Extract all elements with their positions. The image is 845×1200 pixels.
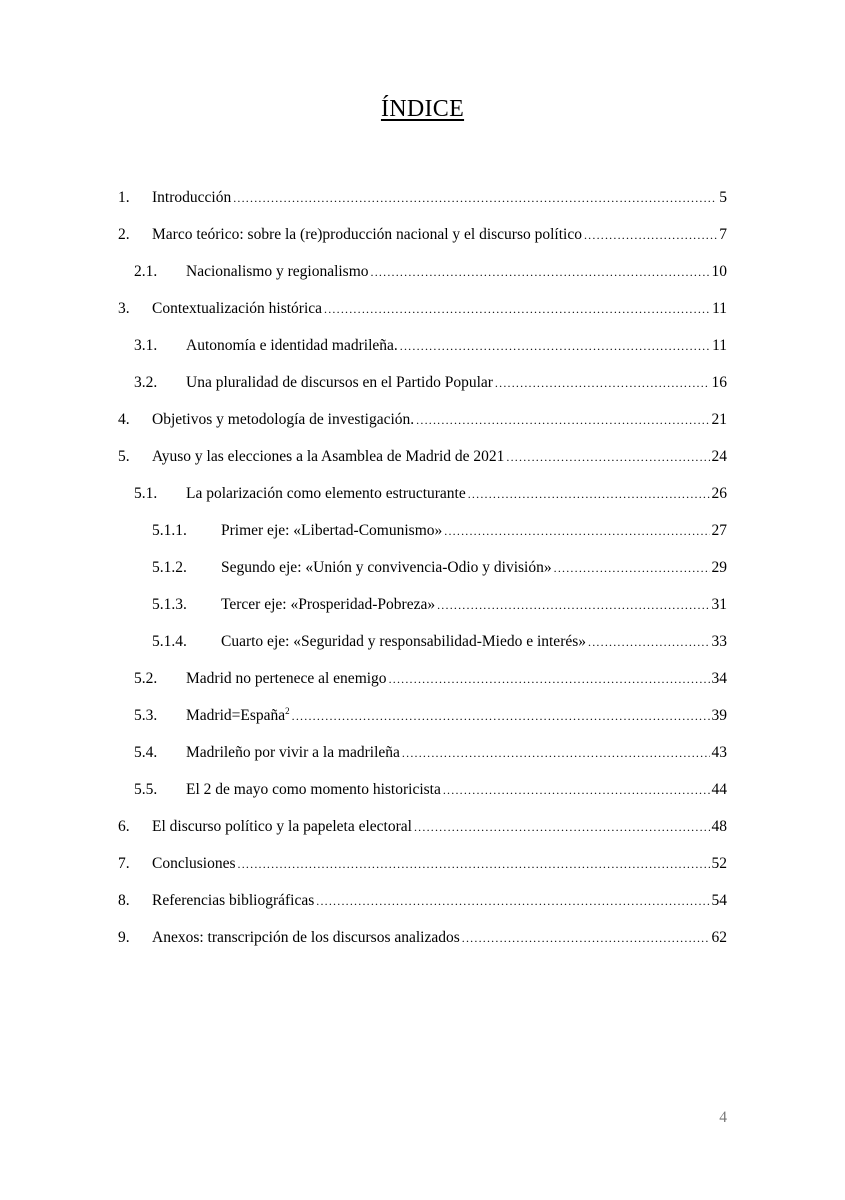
dot-leader bbox=[292, 704, 710, 728]
toc-entry-6[interactable] bbox=[0, 815, 727, 839]
toc-entry-3-2[interactable] bbox=[0, 371, 727, 395]
dot-leader bbox=[437, 593, 709, 617]
toc-entry-page: 44 bbox=[711, 781, 727, 798]
toc-entry-number: 5.3. bbox=[134, 707, 158, 724]
toc-entry-8[interactable] bbox=[0, 889, 727, 913]
toc-entry-page: 29 bbox=[711, 559, 727, 576]
toc-entry-title: Conclusiones bbox=[152, 855, 236, 872]
toc-entry-number: 3. bbox=[118, 300, 130, 317]
toc-entry-title: El 2 de mayo como momento historicista bbox=[186, 781, 441, 798]
toc-entry-number: 3.1. bbox=[134, 337, 158, 354]
toc-entry-page: 10 bbox=[711, 263, 727, 280]
toc-entry-number: 5.1.4. bbox=[152, 633, 187, 650]
toc-entry-number: 3.2. bbox=[134, 374, 158, 391]
dot-leader bbox=[584, 223, 717, 247]
dot-leader bbox=[443, 778, 710, 802]
dot-leader bbox=[444, 519, 709, 543]
dot-leader bbox=[588, 630, 709, 654]
toc-entry-title: Ayuso y las elecciones a la Asamblea de Madrid de 2021 bbox=[152, 448, 505, 465]
toc-entry-5-1[interactable] bbox=[0, 482, 727, 506]
dot-leader bbox=[468, 482, 710, 506]
toc-entry-page: 62 bbox=[711, 929, 727, 946]
toc-entry-page: 48 bbox=[711, 818, 727, 835]
toc-entry-number: 1. bbox=[118, 189, 130, 206]
dot-leader bbox=[495, 371, 710, 395]
toc-entry-3[interactable] bbox=[0, 297, 727, 321]
toc-entry-number: 5.5. bbox=[134, 781, 158, 798]
toc-entry-title: Nacionalismo y regionalismo bbox=[186, 263, 369, 280]
toc-entry-title bbox=[186, 704, 290, 728]
toc-entry-title: Autonomía e identidad madrileña. bbox=[186, 337, 398, 354]
toc-entry-page: 34 bbox=[711, 670, 727, 687]
toc-entry-5-1-2[interactable] bbox=[0, 556, 727, 580]
toc-entry-5-3[interactable] bbox=[0, 704, 727, 728]
toc-entry-number: 4. bbox=[118, 411, 130, 428]
toc-entry-page: 26 bbox=[711, 485, 727, 502]
toc-entry-page: 21 bbox=[711, 411, 727, 428]
toc-entry-5[interactable] bbox=[0, 445, 727, 469]
toc-entry-number: 5.1.3. bbox=[152, 596, 187, 613]
toc-entry-number: 9. bbox=[118, 929, 130, 946]
toc-entry-4[interactable] bbox=[0, 408, 727, 432]
toc-entry-number: 5.1.1. bbox=[152, 522, 187, 539]
toc-entry-page: 27 bbox=[711, 522, 727, 539]
toc-entry-5-1-4[interactable] bbox=[0, 630, 727, 654]
toc-entry-number: 8. bbox=[118, 892, 130, 909]
toc-entry-title: Segundo eje: «Unión y convivencia-Odio y división» bbox=[221, 559, 552, 576]
toc-entry-title: Tercer eje: «Prosperidad-Pobreza» bbox=[221, 596, 436, 613]
toc-entry-3-1[interactable] bbox=[0, 334, 727, 358]
page-number: 4 bbox=[719, 1109, 727, 1126]
toc-entry-number: 5.4. bbox=[134, 744, 158, 761]
toc-entry-5-4[interactable] bbox=[0, 741, 727, 765]
toc-entry-5-1-1[interactable] bbox=[0, 519, 727, 543]
toc-entry-7[interactable] bbox=[0, 852, 727, 876]
toc-entry-page: 39 bbox=[711, 707, 727, 724]
dot-leader bbox=[316, 889, 709, 913]
dot-leader bbox=[400, 334, 710, 358]
toc-entry-number: 2. bbox=[118, 226, 130, 243]
toc-entry-1[interactable] bbox=[0, 186, 727, 210]
toc-entry-title: Referencias bibliográficas bbox=[152, 892, 315, 909]
toc-entry-title: Madrileño por vivir a la madrileña bbox=[186, 744, 400, 761]
toc-entry-number: 5.1.2. bbox=[152, 559, 187, 576]
footnote-marker[interactable]: 2 bbox=[285, 705, 290, 716]
dot-leader bbox=[402, 741, 710, 765]
toc-entry-2[interactable] bbox=[0, 223, 727, 247]
dot-leader bbox=[506, 445, 709, 469]
page-title: ÍNDICE bbox=[380, 96, 465, 122]
toc-entry-title: El discurso político y la papeleta electoral bbox=[152, 818, 412, 835]
toc-entry-title: Objetivos y metodología de investigación. bbox=[152, 411, 415, 428]
toc-entry-title: Contextualización histórica bbox=[152, 300, 323, 317]
toc-entry-number: 5.1. bbox=[134, 485, 158, 502]
toc-entry-page: 52 bbox=[711, 855, 727, 872]
toc-entry-title: Primer eje: «Libertad-Comunismo» bbox=[221, 522, 443, 539]
toc-entry-5-1-3[interactable] bbox=[0, 593, 727, 617]
toc-entry-title: Introducción bbox=[152, 189, 232, 206]
toc-entry-page: 43 bbox=[711, 744, 727, 761]
dot-leader bbox=[233, 186, 717, 210]
dot-leader bbox=[389, 667, 710, 691]
toc-entry-page: 5 bbox=[719, 189, 727, 206]
dot-leader bbox=[554, 556, 710, 580]
toc-entry-number: 7. bbox=[118, 855, 130, 872]
toc-entry-title: Cuarto eje: «Seguridad y responsabilidad-Miedo e interés» bbox=[221, 633, 587, 650]
toc-entry-title: La polarización como elemento estructurante bbox=[186, 485, 466, 502]
toc-entry-title: Anexos: transcripción de los discursos analizados bbox=[152, 929, 460, 946]
toc-entry-2-1[interactable] bbox=[0, 260, 727, 284]
dot-leader bbox=[324, 297, 710, 321]
toc-entry-5-2[interactable] bbox=[0, 667, 727, 691]
toc-entry-page: 33 bbox=[711, 633, 727, 650]
toc-entry-page: 24 bbox=[711, 448, 727, 465]
toc-entry-page: 16 bbox=[711, 374, 727, 391]
toc-entry-page: 11 bbox=[712, 300, 727, 317]
toc-entry-9[interactable] bbox=[0, 926, 727, 950]
toc-entry-number: 6. bbox=[118, 818, 130, 835]
toc-entry-number: 5.2. bbox=[134, 670, 158, 687]
toc-entry-page: 7 bbox=[719, 226, 727, 243]
toc-entry-title: Madrid no pertenece al enemigo bbox=[186, 670, 387, 687]
toc-entry-title: Marco teórico: sobre la (re)producción nacional y el discurso político bbox=[152, 226, 582, 243]
dot-leader bbox=[414, 815, 710, 839]
dot-leader bbox=[462, 926, 710, 950]
toc-entry-number: 5. bbox=[118, 448, 130, 465]
dot-leader bbox=[416, 408, 709, 432]
toc-entry-title: Una pluralidad de discursos en el Partido Popular bbox=[186, 374, 493, 391]
toc-entry-page: 54 bbox=[711, 892, 727, 909]
toc-entry-page: 11 bbox=[712, 337, 727, 354]
toc-entry-page: 31 bbox=[711, 596, 727, 613]
dot-leader bbox=[371, 260, 710, 284]
toc-entry-number: 2.1. bbox=[134, 263, 158, 280]
toc-entry-title-text: Madrid=España bbox=[186, 707, 286, 724]
dot-leader bbox=[238, 852, 710, 876]
toc-entry-5-5[interactable] bbox=[0, 778, 727, 802]
